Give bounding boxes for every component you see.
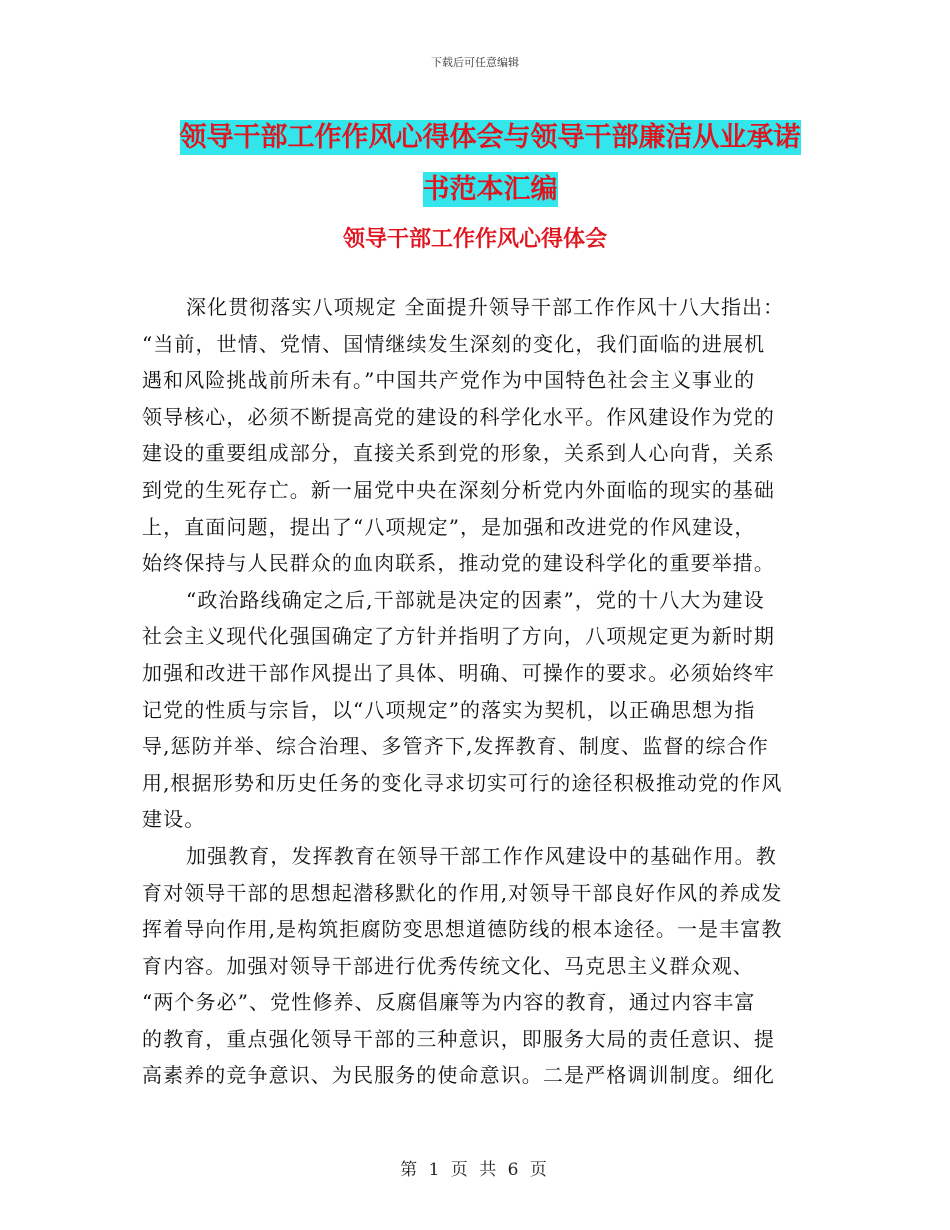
text-line: 到党的生死存亡。新一届党中央在深刻分析党内外面临的现实的基础: [142, 477, 775, 502]
text-line: “当前，世情、党情、国情继续发生深刻的变化，我们面临的进展机: [142, 331, 766, 356]
text-line: 导,惩防并举、综合治理、多管齐下,发挥教育、制度、监督的综合作: [142, 734, 769, 759]
text-line: 育内容。加强对领导干部进行优秀传统文化、马克思主义群众观、: [142, 953, 754, 978]
text-line: 建设的重要组成部分，直接关系到党的形象，关系到人心向背，关系: [142, 441, 775, 466]
paragraph-1: [142, 289, 804, 582]
text-line: 育对领导干部的思想起潜移默化的作用,对领导干部良好作风的养成发: [142, 880, 783, 905]
text-line: 深化贯彻落实八项规定 全面提升领导干部工作作风十八大指出：: [186, 295, 785, 319]
text-line: 挥着导向作用,是构筑拒腐防变思想道德防线的根本途径。一是丰富教: [142, 917, 783, 942]
document-title-line-2: 书范本汇编: [422, 174, 558, 205]
section-title: 领导干部工作作风心得体会: [342, 227, 607, 252]
text-line: 的教育，重点强化领导干部的三种意识，即服务大局的责任意识、提: [142, 1026, 775, 1051]
text-line: 领导核心，必须不断提高党的建设的科学化水平。作风建设作为党的: [142, 404, 775, 429]
header-note: 下载后可任意编辑: [431, 56, 519, 69]
text-line: “两个务必”、党性修养、反腐倡廉等为内容的教育，通过内容丰富: [142, 990, 756, 1015]
text-line: 始终保持与人民群众的血肉联系，推动党的建设科学化的重要举措。: [142, 551, 775, 576]
text-line: 上，直面问题，提出了“八项规定”，是加强和改进党的作风建设，: [142, 514, 756, 539]
text-line: 加强和改进干部作风提出了具体、明确、可操作的要求。必须始终牢: [142, 660, 775, 685]
text-line: 加强教育，发挥教育在领导干部工作作风建设中的基础作用。教: [186, 843, 777, 868]
document-title: [150, 112, 830, 216]
document-title-line-1: 领导干部工作作风心得体会与领导干部廉洁从业承诺: [179, 122, 801, 153]
text-line: “政治路线确定之后,干部就是决定的因素”，党的十八大为建设: [186, 587, 765, 612]
text-line: 遇和风险挑战前所未有。”中国共产党作为中国特色社会主义事业的: [142, 368, 756, 393]
text-line: 高素养的竞争意识、为民服务的使命意识。二是严格调训制度。细化: [142, 1063, 775, 1088]
text-line: 建设。: [142, 807, 206, 832]
text-line: 社会主义现代化强国确定了方针并指明了方向，八项规定更为新时期: [142, 624, 775, 649]
text-line: 记党的性质与宗旨，以“八项规定”的落实为契机，以正确思想为指: [142, 697, 756, 722]
text-line: 用,根据形势和历史任务的变化寻求切实可行的途径积极推动党的作风: [142, 770, 783, 795]
body-text: [142, 289, 804, 1094]
paragraph-3: [142, 838, 804, 1094]
paragraph-2: [142, 582, 804, 838]
page-number-footer: 第 1 页 共 6 页: [400, 1160, 550, 1180]
